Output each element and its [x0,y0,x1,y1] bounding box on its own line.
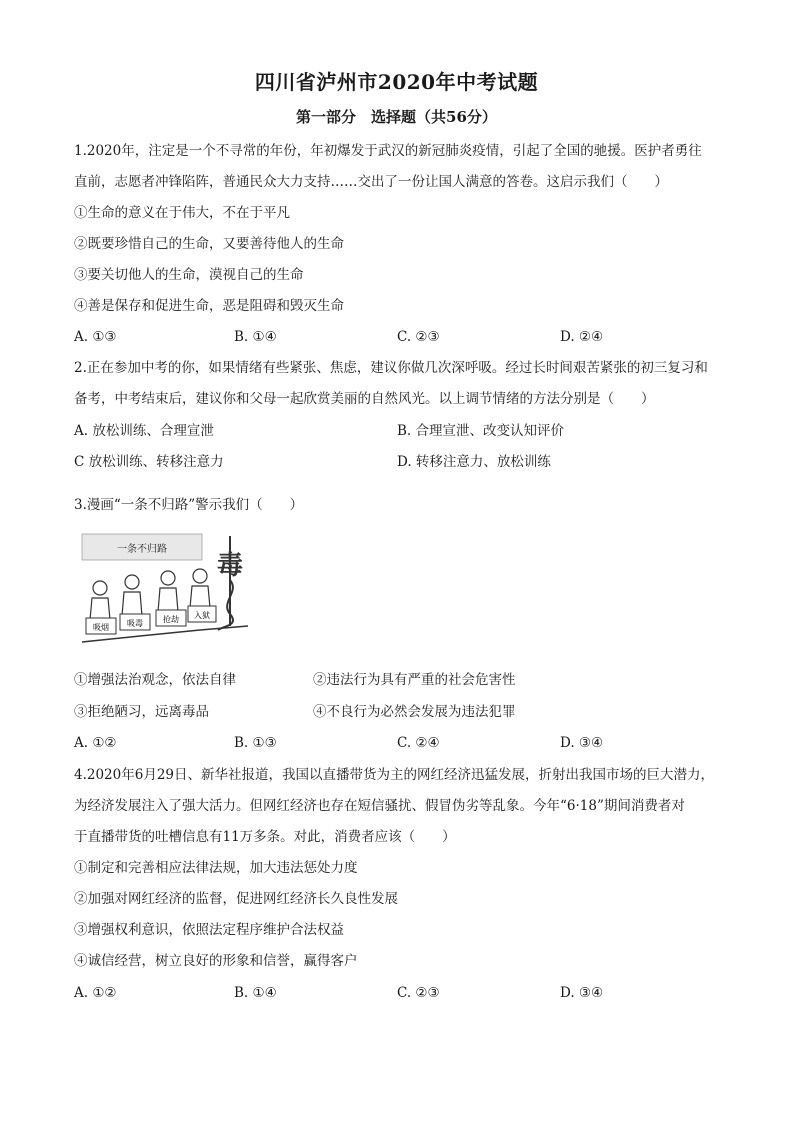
q1-statement-3: ③要关切他人的生命，漠视自己的生命 [74,267,304,283]
q4-statement-2: ②加强对网红经济的监督，促进网红经济长久良性发展 [74,891,398,907]
q1-stem-line-1: 1.2020年，注定是一个不寻常的年份，年初爆发于武汉的新冠肺炎疫情，引起了全国的驰援。医护者勇往 [74,143,702,159]
q2-option-a[interactable]: A. 放松训练、合理宣泄 [74,423,214,439]
comic-figure-4 [190,569,210,608]
q3-option-b[interactable]: B. ①③ [234,735,277,751]
q3-stem-line-1: 3.漫画“一条不归路”警示我们（ ） [74,497,304,513]
section-heading: 第一部分 选择题（共56分） [296,108,497,126]
q1-option-d[interactable]: D. ②④ [560,329,604,345]
comic-figure-2 [122,575,142,616]
q3-option-c[interactable]: C. ②④ [397,735,440,751]
q1-statement-1: ①生命的意义在于伟大，不在于平凡 [74,205,290,221]
q2-option-c[interactable]: C 放松训练、转移注意力 [74,454,224,470]
q3-option-d[interactable]: D. ③④ [560,735,604,751]
comic-sign-text: 毒 [216,551,244,581]
comic-tag-4: 入狱 [194,611,210,620]
q4-stem-line-3: 于直播带货的吐槽信息有11万多条。对此，消费者应该（ ） [74,829,456,845]
q1-stem-line-2: 直前，志愿者冲锋陷阵，普通民众大力支持……交出了一份让国人满意的答卷。这启示我们（ ） [74,174,668,190]
q1-option-c[interactable]: C. ②③ [397,329,440,345]
q3-statement-3: ③拒绝陋习，远离毒品 [74,704,209,720]
q4-statement-3: ③增强权利意识，依照法定程序维护合法权益 [74,922,344,938]
comic-illustration [80,530,250,648]
q3-statement-4: ④不良行为必然会发展为违法犯罪 [313,704,516,720]
q2-option-b[interactable]: B. 合理宣泄、改变认知评价 [397,423,565,439]
q1-statement-2: ②既要珍惜自己的生命，又要善待他人的生命 [74,236,344,252]
comic-tag-2: 吸毒 [127,619,143,628]
q4-stem-line-2: 为经济发展注入了强大活力。但网红经济也存在短信骚扰、假冒伪劣等乱象。今年“6·18”期间消费者对 [74,798,685,814]
q4-option-c[interactable]: C. ②③ [397,985,440,1001]
q4-option-d[interactable]: D. ③④ [560,985,604,1001]
comic-tag-3: 抢劫 [163,615,179,624]
q4-stem-line-1: 4.2020年6月29日、新华社报道，我国以直播带货为主的网红经济迅猛发展，折射出我国市场的巨大潜力， [74,767,715,783]
q1-option-a[interactable]: A. ①③ [74,329,117,345]
q4-option-b[interactable]: B. ①④ [234,985,277,1001]
q3-statement-1: ①增强法治观念，依法自律 [74,672,236,688]
q3-option-a[interactable]: A. ①② [74,735,117,751]
q4-option-a[interactable]: A. ①② [74,985,117,1001]
comic-caption: 一条不归路 [117,544,167,555]
comic-figure-3 [158,571,178,612]
q4-statement-1: ①制定和完善相应法律法规，加大违法惩处力度 [74,860,358,876]
q4-statement-4: ④诚信经营，树立良好的形象和信誉，赢得客户 [74,953,358,969]
q2-stem-line-2: 备考，中考结束后，建议你和父母一起欣赏美丽的自然风光。以上调节情绪的方法分别是（ ） [74,391,655,407]
q2-stem-line-1: 2.正在参加中考的你，如果情绪有些紧张、焦虑，建议你做几次深呼吸。经过长时间艰苦紧张的初三复习和 [74,360,708,376]
page-title: 四川省泸州市2020年中考试题 [254,70,539,94]
q3-statement-2: ②违法行为具有严重的社会危害性 [313,672,516,688]
comic-tag-1: 吸烟 [93,623,109,632]
q2-option-d[interactable]: D. 转移注意力、放松训练 [397,454,551,470]
q1-option-b[interactable]: B. ①④ [234,329,277,345]
q1-statement-4: ④善是保存和促进生命，恶是阻碍和毁灭生命 [74,298,344,314]
comic-figure-1 [90,581,110,620]
